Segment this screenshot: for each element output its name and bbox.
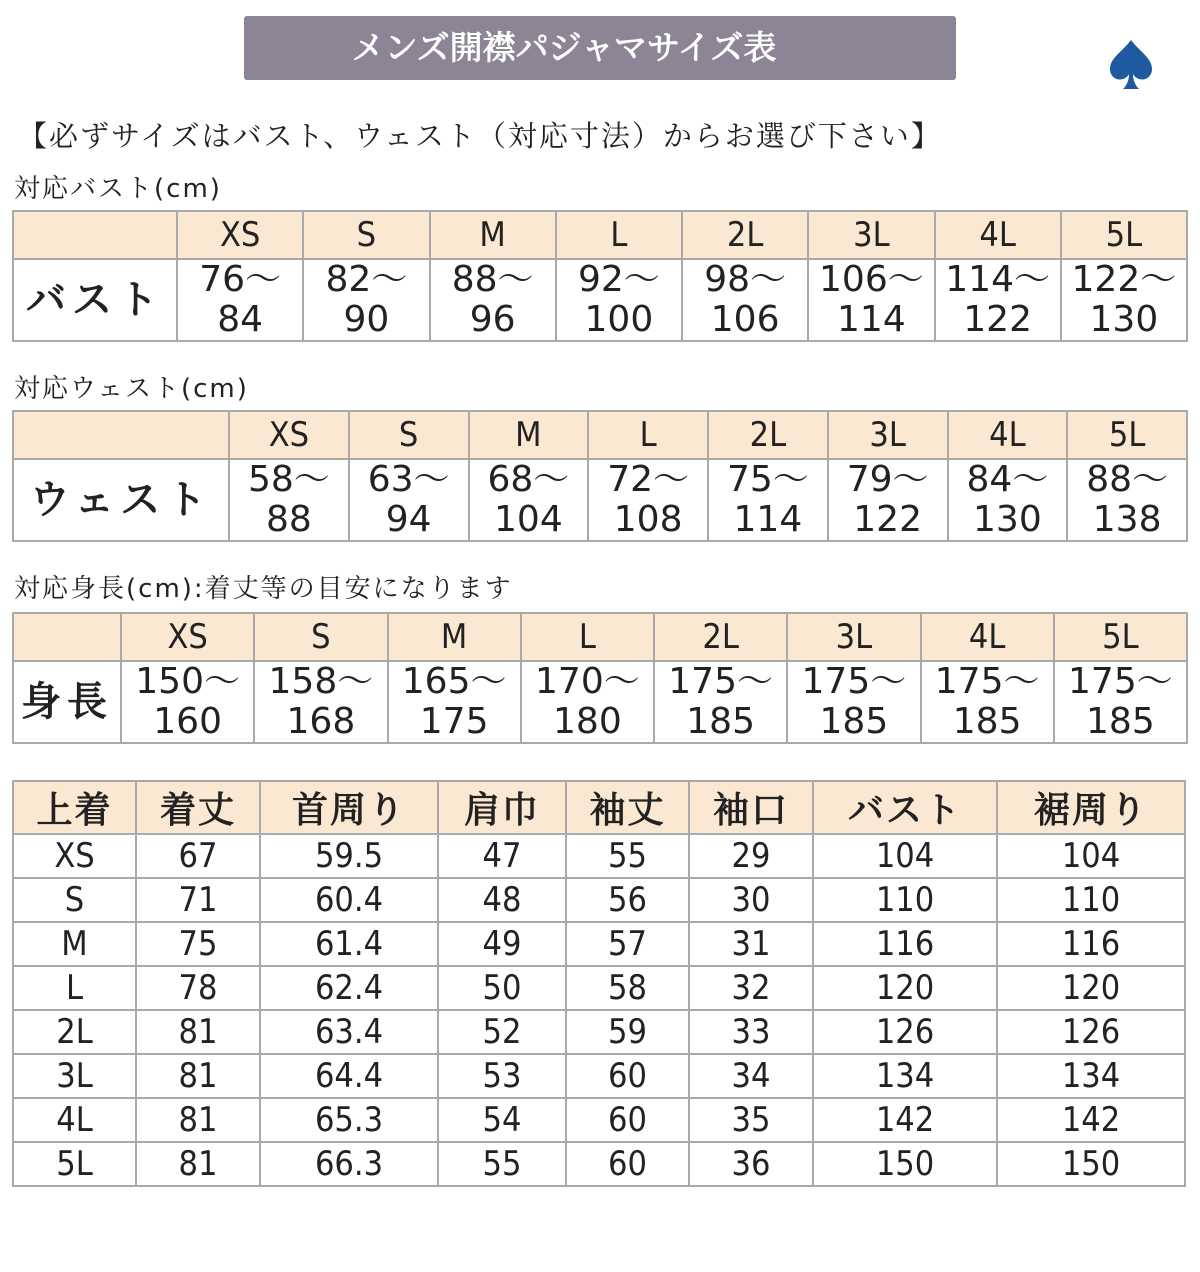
range-min: 175〜	[801, 661, 907, 702]
range-max: 185	[952, 701, 1022, 742]
waist-caption: 対応ウェスト(cm)	[14, 374, 249, 404]
range-max: 114	[733, 499, 803, 540]
range-max: 100	[584, 299, 654, 340]
waist-size-table	[12, 410, 1188, 542]
measure-value-cell: 32	[689, 966, 813, 1010]
measure-value-cell: 126	[997, 1010, 1185, 1054]
measure-row	[13, 1054, 1185, 1098]
range-max: 114	[837, 299, 906, 340]
measure-value-cell: 36	[689, 1142, 813, 1186]
measure-value-cell: 142	[997, 1098, 1185, 1142]
height-range-cell	[121, 661, 254, 743]
size-label-3L: 3L	[787, 613, 920, 661]
range-min: 88〜	[1086, 459, 1169, 500]
size-label-4L: 4L	[921, 613, 1054, 661]
size-label-4L: 4L	[948, 411, 1068, 459]
size-label-XS: XS	[121, 613, 254, 661]
measure-value-cell: 104	[997, 834, 1185, 878]
size-label-XS: XS	[229, 411, 349, 459]
measure-value-cell: 150	[813, 1142, 997, 1186]
measure-column-header: 着丈	[136, 781, 260, 834]
measure-column-header: 肩巾	[438, 781, 566, 834]
measure-size-cell: L	[13, 966, 136, 1010]
range-min: 98〜	[704, 259, 787, 300]
corner-cell	[13, 613, 121, 661]
measure-value-cell: 81	[136, 1142, 260, 1186]
measure-value-cell: 81	[136, 1054, 260, 1098]
range-min: 175〜	[668, 661, 773, 702]
measure-value-cell: 65.3	[260, 1098, 438, 1142]
jacket-measurement-table	[12, 780, 1186, 1187]
range-max: 185	[819, 701, 889, 742]
measure-value-cell: 33	[689, 1010, 813, 1054]
bust-value-row	[13, 259, 1187, 341]
measure-value-cell: 56	[566, 878, 689, 922]
size-label-M: M	[469, 411, 589, 459]
measure-value-cell: 110	[997, 878, 1185, 922]
measure-value-cell: 120	[997, 966, 1185, 1010]
range-min: 170〜	[535, 661, 640, 702]
measure-value-cell: 71	[136, 878, 260, 922]
measure-value-cell: 120	[813, 966, 997, 1010]
range-min: 158〜	[268, 661, 374, 702]
size-label-L: L	[588, 411, 708, 459]
measure-value-cell: 60.4	[260, 878, 438, 922]
range-min: 165〜	[401, 661, 507, 702]
measure-row	[13, 1098, 1185, 1142]
bust-range-cell	[808, 259, 934, 341]
waist-range-cell	[708, 459, 828, 541]
range-min: 75〜	[726, 459, 809, 500]
waist-value-row	[13, 459, 1187, 541]
measure-value-cell: 67	[136, 834, 260, 878]
waist-range-cell	[469, 459, 589, 541]
measure-row	[13, 1142, 1185, 1186]
selection-note: 【必ずサイズはバスト、ウェスト（対応寸法）からお選び下さい】	[18, 119, 942, 153]
bust-header-row	[13, 211, 1187, 259]
measure-value-cell: 57	[566, 922, 689, 966]
height-range-cell	[521, 661, 654, 743]
measure-row	[13, 1010, 1185, 1054]
waist-range-cell	[588, 459, 708, 541]
height-range-cell	[921, 661, 1054, 743]
bust-range-cell	[177, 259, 303, 341]
range-max: 175	[419, 701, 489, 742]
measure-value-cell: 35	[689, 1098, 813, 1142]
size-label-XS: XS	[177, 211, 303, 259]
range-min: 68〜	[487, 459, 570, 500]
range-max: 122	[853, 499, 922, 540]
measure-size-cell: 4L	[13, 1098, 136, 1142]
range-max: 130	[973, 499, 1042, 540]
measure-value-cell: 60	[566, 1098, 689, 1142]
measure-value-cell: 31	[689, 922, 813, 966]
range-max: 138	[1092, 499, 1162, 540]
measure-value-cell: 81	[136, 1010, 260, 1054]
range-min: 122〜	[1071, 259, 1177, 300]
range-max: 104	[494, 499, 563, 540]
measure-value-cell: 64.4	[260, 1054, 438, 1098]
waist-row-label: ウェスト	[13, 459, 229, 541]
height-size-table	[12, 612, 1188, 744]
measure-size-cell: 2L	[13, 1010, 136, 1054]
measure-value-cell: 134	[813, 1054, 997, 1098]
measure-value-cell: 66.3	[260, 1142, 438, 1186]
size-label-S: S	[349, 411, 469, 459]
measure-value-cell: 50	[438, 966, 566, 1010]
measure-column-header: 袖丈	[566, 781, 689, 834]
measure-size-cell: 3L	[13, 1054, 136, 1098]
waist-range-cell	[349, 459, 469, 541]
size-label-3L: 3L	[808, 211, 934, 259]
height-range-cell	[654, 661, 787, 743]
page-title: メンズ開襟パジャマサイズ表	[351, 28, 777, 67]
measure-column-header: 袖口	[689, 781, 813, 834]
size-label-L: L	[556, 211, 682, 259]
measure-value-cell: 49	[438, 922, 566, 966]
size-label-5L: 5L	[1054, 613, 1187, 661]
measure-value-cell: 59.5	[260, 834, 438, 878]
waist-range-cell	[948, 459, 1068, 541]
measure-column-header: 裾周り	[997, 781, 1185, 834]
range-min: 72〜	[607, 459, 690, 500]
range-max: 185	[1086, 701, 1155, 742]
bust-caption: 対応バスト(cm)	[14, 174, 222, 204]
bust-size-table	[12, 210, 1188, 342]
measure-value-cell: 30	[689, 878, 813, 922]
measure-column-header: 上着	[13, 781, 136, 834]
range-min: 82〜	[325, 259, 408, 300]
size-label-3L: 3L	[828, 411, 948, 459]
range-min: 84〜	[966, 459, 1049, 500]
measure-size-cell: XS	[13, 834, 136, 878]
measure-value-cell: 104	[813, 834, 997, 878]
measure-value-cell: 60	[566, 1142, 689, 1186]
range-min: 79〜	[846, 459, 929, 500]
spade-icon	[1108, 38, 1154, 92]
measure-value-cell: 47	[438, 834, 566, 878]
size-label-M: M	[388, 613, 521, 661]
size-label-2L: 2L	[682, 211, 808, 259]
range-max: 84	[217, 299, 264, 340]
measure-value-cell: 29	[689, 834, 813, 878]
size-label-M: M	[430, 211, 556, 259]
bust-row-label: バスト	[13, 259, 177, 341]
range-min: 150〜	[135, 661, 240, 702]
measure-row	[13, 966, 1185, 1010]
range-max: 168	[286, 701, 356, 742]
measure-value-cell: 58	[566, 966, 689, 1010]
range-max: 130	[1089, 299, 1159, 340]
range-min: 58〜	[247, 459, 330, 500]
height-caption: 対応身長(cm):着丈等の目安になります	[14, 574, 513, 604]
measure-value-cell: 53	[438, 1054, 566, 1098]
corner-cell	[13, 211, 177, 259]
bust-range-cell	[935, 259, 1061, 341]
measure-value-cell: 116	[813, 922, 997, 966]
measure-row	[13, 878, 1185, 922]
measure-value-cell: 34	[689, 1054, 813, 1098]
size-label-S: S	[303, 211, 429, 259]
size-label-2L: 2L	[654, 613, 787, 661]
measure-column-header: バスト	[813, 781, 997, 834]
measure-value-cell: 59	[566, 1010, 689, 1054]
corner-cell	[13, 411, 229, 459]
measure-value-cell: 110	[813, 878, 997, 922]
measure-value-cell: 61.4	[260, 922, 438, 966]
height-value-row	[13, 661, 1187, 743]
measure-column-header: 首周り	[260, 781, 438, 834]
measure-value-cell: 75	[136, 922, 260, 966]
bust-range-cell	[556, 259, 682, 341]
measure-value-cell: 142	[813, 1098, 997, 1142]
waist-range-cell	[229, 459, 349, 541]
range-max: 96	[469, 299, 516, 340]
height-range-cell	[254, 661, 387, 743]
range-min: 88〜	[451, 259, 534, 300]
bust-range-cell	[430, 259, 556, 341]
range-min: 76〜	[199, 259, 282, 300]
height-row-label: 身長	[13, 661, 121, 743]
measure-header-row	[13, 781, 1185, 834]
bust-range-cell	[682, 259, 808, 341]
measure-value-cell: 52	[438, 1010, 566, 1054]
size-label-L: L	[521, 613, 654, 661]
range-min: 175〜	[934, 661, 1040, 702]
range-min: 63〜	[367, 459, 450, 500]
height-range-cell	[1054, 661, 1187, 743]
measure-value-cell: 48	[438, 878, 566, 922]
range-max: 88	[265, 499, 312, 540]
range-max: 122	[963, 299, 1032, 340]
measure-value-cell: 78	[136, 966, 260, 1010]
measure-value-cell: 55	[566, 834, 689, 878]
height-header-row	[13, 613, 1187, 661]
title-banner	[244, 16, 956, 80]
measure-value-cell: 134	[997, 1054, 1185, 1098]
height-range-cell	[388, 661, 521, 743]
measure-value-cell: 60	[566, 1054, 689, 1098]
range-min: 92〜	[577, 259, 660, 300]
range-max: 160	[153, 701, 222, 742]
measure-row	[13, 922, 1185, 966]
measure-value-cell: 150	[997, 1142, 1185, 1186]
range-max: 106	[710, 299, 780, 340]
measure-size-cell: 5L	[13, 1142, 136, 1186]
waist-range-cell	[1067, 459, 1187, 541]
measure-value-cell: 81	[136, 1098, 260, 1142]
waist-range-cell	[828, 459, 948, 541]
measure-value-cell: 126	[813, 1010, 997, 1054]
range-max: 90	[343, 299, 390, 340]
measure-value-cell: 55	[438, 1142, 566, 1186]
range-min: 106〜	[819, 259, 924, 300]
range-max: 108	[613, 499, 683, 540]
range-max: 94	[385, 499, 432, 540]
measure-row	[13, 834, 1185, 878]
measure-size-cell: M	[13, 922, 136, 966]
height-range-cell	[787, 661, 920, 743]
size-label-5L: 5L	[1067, 411, 1187, 459]
range-max: 185	[686, 701, 755, 742]
waist-header-row	[13, 411, 1187, 459]
measure-value-cell: 116	[997, 922, 1185, 966]
measure-value-cell: 63.4	[260, 1010, 438, 1054]
measure-size-cell: S	[13, 878, 136, 922]
bust-range-cell	[1061, 259, 1187, 341]
range-min: 175〜	[1068, 661, 1173, 702]
measure-value-cell: 54	[438, 1098, 566, 1142]
bust-range-cell	[303, 259, 429, 341]
measure-value-cell: 62.4	[260, 966, 438, 1010]
size-label-2L: 2L	[708, 411, 828, 459]
size-label-4L: 4L	[935, 211, 1061, 259]
size-label-S: S	[254, 613, 387, 661]
size-label-5L: 5L	[1061, 211, 1187, 259]
range-min: 114〜	[945, 259, 1050, 300]
range-max: 180	[553, 701, 622, 742]
